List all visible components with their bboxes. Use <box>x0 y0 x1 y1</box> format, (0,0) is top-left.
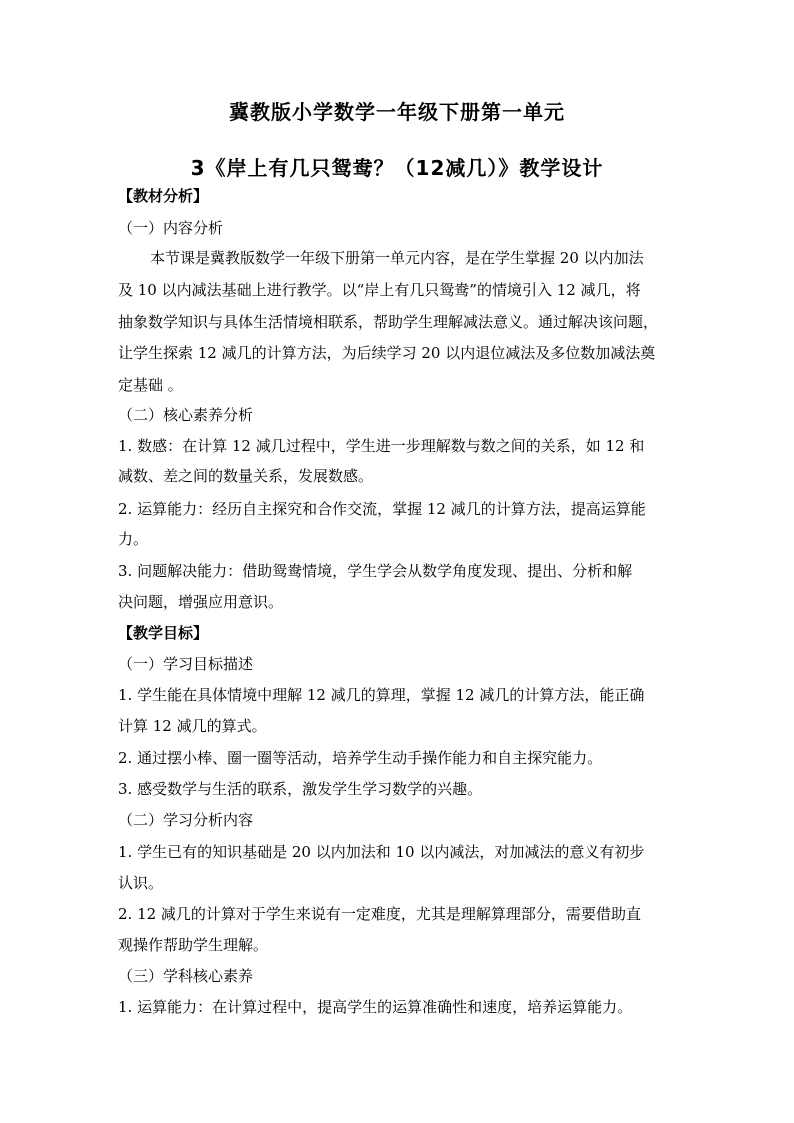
list-item: 1. 数感：在计算 12 减几过程中，学生进一步理解数与数之间的关系，如 12 和 <box>118 437 645 455</box>
paragraph-line: 及 10 以内减法基础上进行教学。以“岸上有几只鸳鸯”的情境引入 12 减几，将 <box>118 281 641 299</box>
list-item-continuation: 认识。 <box>118 874 164 892</box>
list-item: 2. 通过摆小棒、圈一圈等活动，培养学生动手操作能力和自主探究能力。 <box>118 749 603 767</box>
list-item-continuation: 计算 12 减几的算式。 <box>118 717 267 735</box>
paragraph-line: 抽象数学知识与具体生活情境相联系，帮助学生理解减法意义。通过解决该问题， <box>118 313 659 331</box>
subheading-core-literacy: （二）核心素养分析 <box>118 406 254 424</box>
list-item-continuation: 力。 <box>118 530 149 548</box>
subheading-core-literacy-subject: （三）学科核心素养 <box>118 967 254 985</box>
section-heading-teaching-goals: 【教学目标】 <box>118 624 209 642</box>
list-item: 3. 问题解决能力：借助鸳鸯情境，学生学会从数学角度发现、提出、分析和解 <box>118 562 633 580</box>
list-item: 2. 运算能力：经历自主探究和合作交流，掌握 12 减几的计算方法，提高运算能 <box>118 500 646 518</box>
list-item: 2. 12 减几的计算对于学生来说有一定难度，尤其是理解算理部分，需要借助直 <box>118 905 641 923</box>
list-item-continuation: 观操作帮助学生理解。 <box>118 936 269 954</box>
list-item: 3. 感受数学与生活的联系，激发学生学习数学的兴趣。 <box>118 780 483 798</box>
subheading-goal-description: （一）学习目标描述 <box>118 655 254 673</box>
subheading-learning-analysis: （二）学习分析内容 <box>118 811 254 829</box>
paragraph-line: 定基础 。 <box>118 376 183 394</box>
document-title: 冀教版小学数学一年级下册第一单元 <box>229 100 565 124</box>
subheading-content-analysis: （一）内容分析 <box>118 219 224 237</box>
list-item-continuation: 决问题，增强应用意识。 <box>118 593 284 611</box>
paragraph-line: 本节课是冀教版数学一年级下册第一单元内容，是在学生掌握 20 以内加法 <box>150 249 644 267</box>
document-subtitle: 3《岸上有几只鸳鸯？（12减几）》教学设计 <box>190 156 604 180</box>
list-item: 1. 运算能力：在计算过程中，提高学生的运算准确性和速度，培养运算能力。 <box>118 998 633 1016</box>
section-heading-material-analysis: 【教材分析】 <box>118 187 209 205</box>
list-item: 1. 学生能在具体情境中理解 12 减几的算理，掌握 12 减几的计算方法，能正确 <box>118 686 645 704</box>
list-item-continuation: 减数、差之间的数量关系，发展数感。 <box>118 467 374 485</box>
list-item: 1. 学生已有的知识基础是 20 以内加法和 10 以内减法，对加减法的意义有初步 <box>118 843 645 861</box>
paragraph-line: 让学生探索 12 减几的计算方法，为后续学习 20 以内退位减法及多位数加减法奠 <box>118 344 656 362</box>
